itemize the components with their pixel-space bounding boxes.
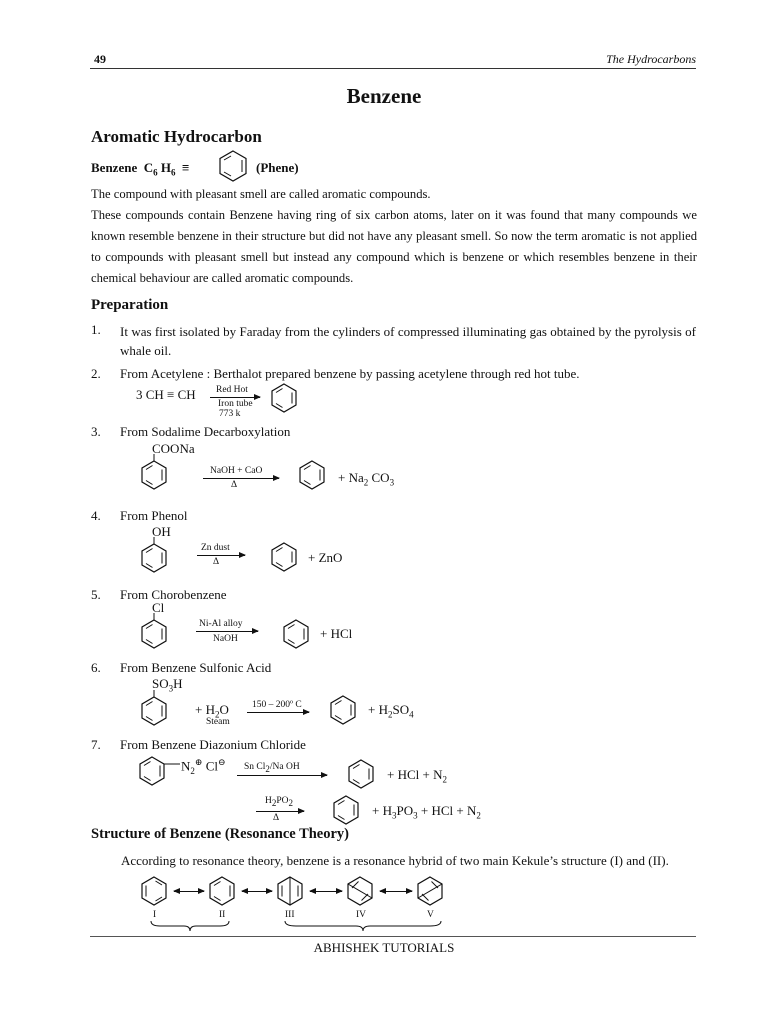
cl-substituent: Cl (152, 600, 165, 615)
formula-c-sub: 6 (153, 167, 158, 178)
header-rule (90, 68, 696, 69)
red-hot-label: Red Hot (216, 385, 248, 395)
item-3-number: 3. (91, 424, 101, 439)
reaction-arrow (237, 775, 327, 776)
benzene-ring-icon (347, 759, 375, 789)
naoh-label: NaOH (213, 634, 238, 644)
reaction-arrow (247, 712, 309, 713)
anion-text: Cl (205, 758, 218, 774)
phene-label: (Phene) (256, 160, 299, 175)
heat-label: Δ (213, 557, 220, 567)
product-sub-3: 2 (476, 810, 481, 821)
product-sub-2: 3 (413, 810, 418, 821)
label-iii: III (285, 910, 295, 920)
reagent-mid: PO (276, 796, 289, 806)
product-sub: 3 (391, 810, 397, 821)
sncl2-label (244, 762, 300, 774)
benzene-ring-icon (218, 150, 248, 182)
product-sub-2: 3 (389, 477, 395, 488)
product-sub: 2 (387, 709, 393, 720)
zn-dust-label: Zn dust (201, 543, 230, 553)
page-title: Benzene (346, 84, 422, 108)
resonance-arrow (310, 891, 342, 892)
resonance-structure-i-icon (140, 876, 168, 906)
benzene-ring-icon (138, 756, 182, 786)
label-ii: II (219, 910, 226, 920)
benzene-formula (91, 160, 189, 178)
label-iv: IV (356, 910, 367, 920)
equiv-sign: ≡ (181, 160, 190, 175)
iron-tube-label: Iron tube (218, 399, 253, 409)
product-h2so4 (368, 702, 414, 720)
aromatic-para-2: These compounds contain Benzene having ring of six carbon atoms, later on it was found that many compounds we known resemble benzene in their structure but did not have any pleasant smell. So now the term aromatic is not applied to compounds with pleasant smell but instead any compound which is benzene or which resembles benzene in their chemical behaviour are called aromatic compounds. (91, 208, 697, 285)
item-7-number: 7. (91, 737, 101, 752)
reaction-arrow (196, 631, 258, 632)
item-2-number: 2. (91, 366, 101, 381)
formula-h: H (160, 160, 171, 175)
negative-charge: ⊖ (217, 757, 226, 767)
resonance-structure-iii-icon (276, 876, 304, 906)
h3po2-label (265, 796, 293, 808)
formula-prefix: Benzene (91, 160, 138, 175)
reaction-arrow (197, 555, 245, 556)
naoh-cao-label: NaOH + CaO (210, 466, 263, 476)
product-text: + Na (338, 470, 364, 485)
acetylene-reactant: 3 CH ≡ CH (136, 387, 196, 402)
benzene-ring-icon (140, 537, 168, 573)
steam-label: Steam (206, 717, 230, 727)
product-tail: CO (368, 470, 390, 485)
reaction-arrow (203, 478, 279, 479)
footer-rule (90, 936, 696, 937)
coona-substituent: COONa (152, 441, 195, 456)
product-sub: 2 (363, 477, 369, 488)
structure-heading: Structure of Benzene (Resonance Theory) (91, 826, 350, 842)
reagent-sub: 2 (271, 797, 277, 808)
item-4-number: 4. (91, 508, 101, 523)
structure-text: According to resonance theory, benzene is a resonance hybrid of two main Kekule’s structure (I) and (II). (121, 853, 669, 868)
positive-charge: ⊕ (194, 757, 203, 767)
benzene-ring-icon (332, 795, 360, 825)
resonance-structure-ii-icon (208, 876, 236, 906)
reagent-sub: 2 (265, 763, 270, 774)
product-text: + H (368, 702, 388, 717)
label-i: I (153, 910, 157, 920)
benzene-ring-icon (282, 619, 310, 649)
product-text: + HCl + N (387, 767, 443, 782)
item-6-text: From Benzene Sulfonic Acid (120, 660, 272, 675)
item-1-number: 1. (91, 322, 101, 337)
product-h3po3 (372, 803, 481, 821)
resonance-arrow (380, 891, 412, 892)
item-1-text: It was first isolated by Faraday from the cylinders of compressed illuminating gas obtained by the pyrolysis of whale oil. (120, 324, 696, 358)
preparation-heading: Preparation (91, 297, 169, 313)
diazonium-group (181, 757, 226, 776)
aromatic-heading: Aromatic Hydrocarbon (91, 127, 262, 146)
benzene-ring-icon (140, 454, 168, 490)
reagent-tail: O (219, 702, 229, 717)
heat-label: Δ (273, 813, 280, 823)
product-text: + H (372, 803, 392, 818)
formula-h-sub: 6 (170, 167, 176, 178)
substituent-sub: 2 (190, 765, 195, 776)
substituent-text: N (181, 758, 191, 774)
item-7-text: From Benzene Diazonium Chloride (120, 737, 306, 752)
product-sub: 2 (442, 774, 447, 785)
benzene-ring-icon (270, 542, 298, 572)
aromatic-para-1: The compound with pleasant smell are called aromatic compounds. (91, 187, 431, 201)
heat-label: Δ (231, 480, 238, 490)
product-hcl: + HCl (320, 626, 353, 641)
product-sub-2: 4 (409, 709, 414, 720)
reagent-sub: 2 (214, 709, 220, 720)
reaction-arrow (256, 811, 304, 812)
benzene-ring-icon (329, 695, 357, 725)
resonance-arrow (242, 891, 272, 892)
chapter-title: The Hydrocarbons (606, 52, 696, 66)
item-2-text: From Acetylene : Berthalot prepared benzene by passing acetylene through red hot tube. (120, 366, 580, 381)
product-end: + HCl + N (417, 803, 477, 818)
reagent-text: H (265, 796, 272, 806)
benzene-ring-icon (270, 383, 298, 413)
temperature-label: 150 – 200º C (252, 700, 302, 710)
benzene-ring-icon (140, 613, 168, 649)
ni-al-label: Ni-Al alloy (199, 619, 243, 629)
resonance-arrow (174, 891, 204, 892)
page-number: 49 (94, 52, 106, 66)
item-3-text: From Sodalime Decarboxylation (120, 424, 291, 439)
item-4-text: From Phenol (120, 508, 188, 523)
benzene-ring-icon (298, 460, 326, 490)
reagent-text: + H (195, 702, 215, 717)
product-na2co3 (338, 470, 394, 488)
benzene-ring-icon (140, 690, 168, 726)
item-5-number: 5. (91, 587, 101, 602)
reagent-sub-2: 2 (288, 797, 294, 808)
resonance-structure-v-icon (416, 876, 444, 906)
product-zno: + ZnO (308, 550, 343, 565)
substituent-sub: 3 (168, 683, 174, 694)
oh-substituent: OH (152, 524, 171, 539)
reagent-tail: /Na OH (269, 762, 300, 772)
brace-kekule (150, 920, 230, 932)
reagent-text: Sn Cl (244, 762, 266, 772)
substituent-text: SO (152, 676, 169, 691)
substituent-tail: H (173, 676, 183, 691)
item-5-text: From Chorobenzene (120, 587, 227, 602)
item-6-number: 6. (91, 660, 101, 675)
footer-text: ABHISHEK TUTORIALS (313, 940, 455, 955)
product-tail: SO (392, 702, 410, 717)
product-hcl-n2 (387, 767, 447, 785)
product-tail: PO (396, 803, 414, 818)
reaction-arrow (210, 397, 260, 398)
brace-dewar (284, 920, 442, 932)
resonance-structure-iv-icon (346, 876, 374, 906)
label-v: V (427, 910, 434, 920)
formula-c: C (143, 160, 154, 175)
temperature-label: 773 k (219, 409, 241, 419)
